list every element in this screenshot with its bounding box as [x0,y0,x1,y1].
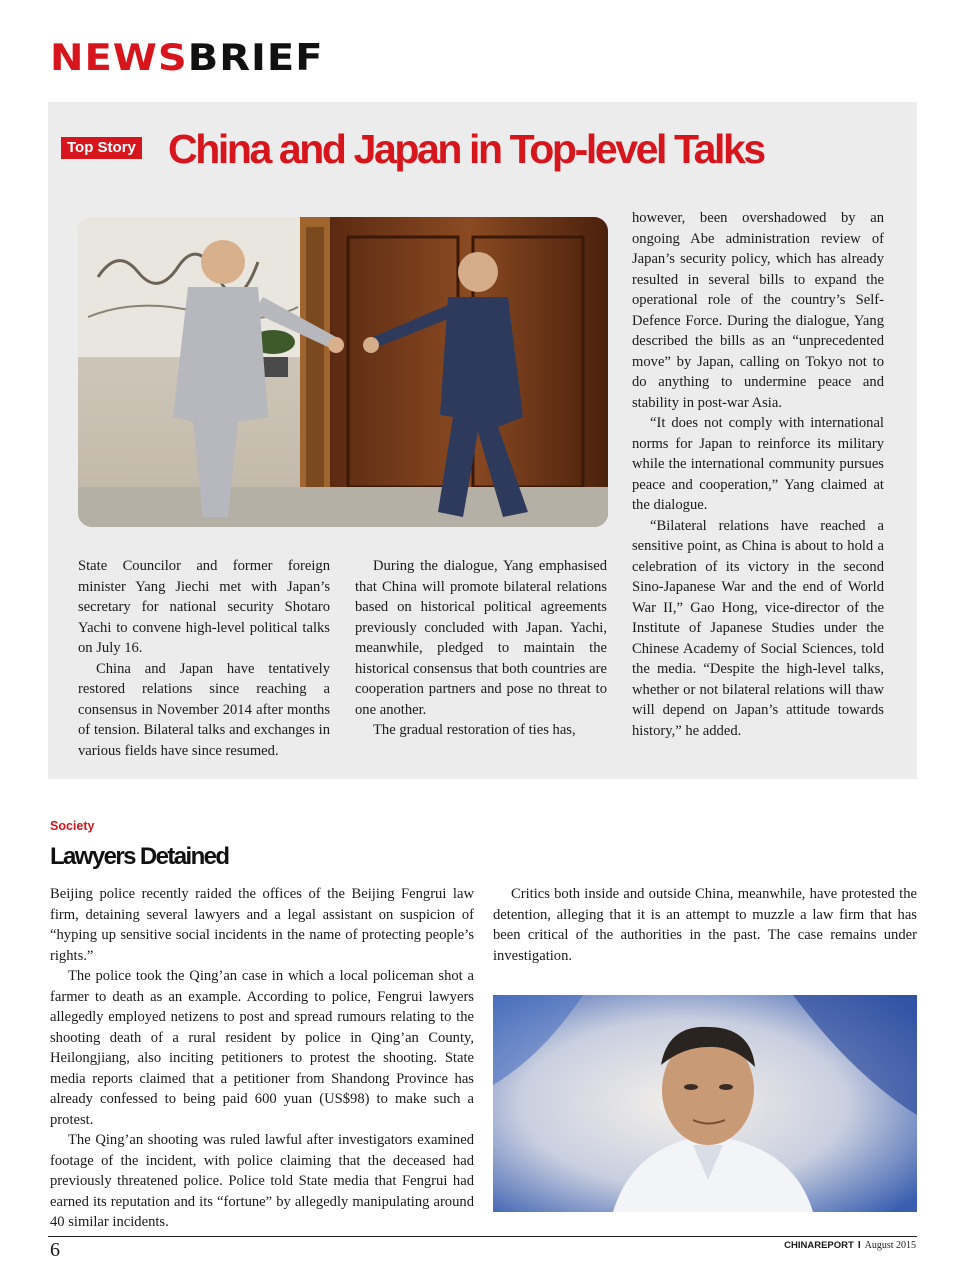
footer-publication [784,1240,916,1252]
footer-magazine: CHINAREPORT [784,1240,854,1251]
page-number: 6 [50,1239,60,1261]
lawyer-portrait-illustration [493,995,917,1212]
top-story-col3-para-2: “It does not comply with international norms for Japan to reinforce its military while the international community pursues peace and cooperation,” Yang claimed at the dialogue. [632,415,884,513]
handshake-photo [78,217,608,527]
society-col2-para-1: Critics both inside and outside China, meanwhile, have protested the detention, alleging that it is an attempt to muzzle a law firm that has been critical of the authorities in the past. The case remains under investigation. [493,886,917,964]
top-story-tag: Top Story [61,137,142,159]
society-col1-para-3: The Qing’an shooting was ruled lawful after investigators examined footage of the incident, with police claiming that the deceased had previously threatened police. Police told State media that Fengrui had earned its reputation and its “fortune” by allegedly manipulating around 40 similar incidents. [50,1132,474,1230]
top-story-col3-para-1: however, been overshadowed by an ongoing Abe administration review of Japan’s security policy, which has already resulted in several bills to expand the operational role of the country’s Self-Defence Force. During the dialogue, Yang described the bills as an “unprecedented move” by Japan, calling on Tokyo not to do anything to undermine peace and stability in post-war Asia. [632,210,884,411]
lawyer-portrait-photo [493,995,917,1212]
top-story-col1-para-2: China and Japan have tentatively restored relations since reaching a consensus in November 2014 after months of tension. Bilateral talks and exchanges in various fields have since resumed. [78,660,330,759]
society-column-1 [50,884,474,1233]
top-story-col1-para-1: State Councilor and former foreign minister Yang Jiechi met with Japan’s secretary for national security Shotaro Yachi to convene high-level political talks on July 16. [78,558,330,656]
society-headline: Lawyers Detained [50,843,229,870]
footer-issue: August 2015 [864,1240,916,1251]
top-story-col3-para-3: “Bilateral relations have reached a sensitive point, as China is about to hold a celebration of its victory in the second Sino-Japanese War and the end of World War II,” Gao Hong, vice-director of the Institute of Japanese Studies under the Chinese Academy of Social Sciences, told the media. “Despite the high-level talks, whether or not bilateral relations will thaw will depend on Japan’s attitude towards history,” he added. [632,517,884,739]
handshake-illustration [78,217,608,527]
society-column-2 [493,884,917,966]
top-story-column-2 [355,556,607,741]
society-col1-para-2: The police took the Qing’an case in which a local policeman shot a farmer to death as an example. According to police, Fengrui lawyers allegedly employed netizens to post and spread rumours relating to the shooting death of a rural resident by police in Qing’an County, Heilongjiang, also inciting petitioners to protest the shooting. State media reports claimed that a petitioner from Shandong Province has already confessed to being paid 600 yuan (US$98) to make such a protest. [50,968,474,1128]
top-story-headline: China and Japan in Top-level Talks [168,126,764,172]
footer-separator: I [857,1240,861,1251]
top-story-col2-para-1: During the dialogue, Yang emphasised that China will promote bilateral relations based on historical political agreements previously concluded with Japan. Yachi, meanwhile, pledged to maintain the historical consensus that both countries are cooperation partners and pose no threat to one another. [355,558,607,718]
top-story-col2-para-2: The gradual restoration of ties has, [373,722,576,738]
society-col1-para-1: Beijing police recently raided the offices of the Beijing Fengrui law firm, detaining several lawyers and a legal assistant on suspicion of “hyping up sensitive social incidents in the name of protecting people’s rights.” [50,886,474,964]
masthead [50,38,324,78]
masthead-news: NEWS [50,37,188,80]
masthead-brief: BRIEF [187,37,324,80]
top-story-column-1 [78,556,330,761]
society-tag: Society [50,819,95,833]
top-story-column-3 [632,208,884,741]
footer-rule [48,1236,917,1237]
